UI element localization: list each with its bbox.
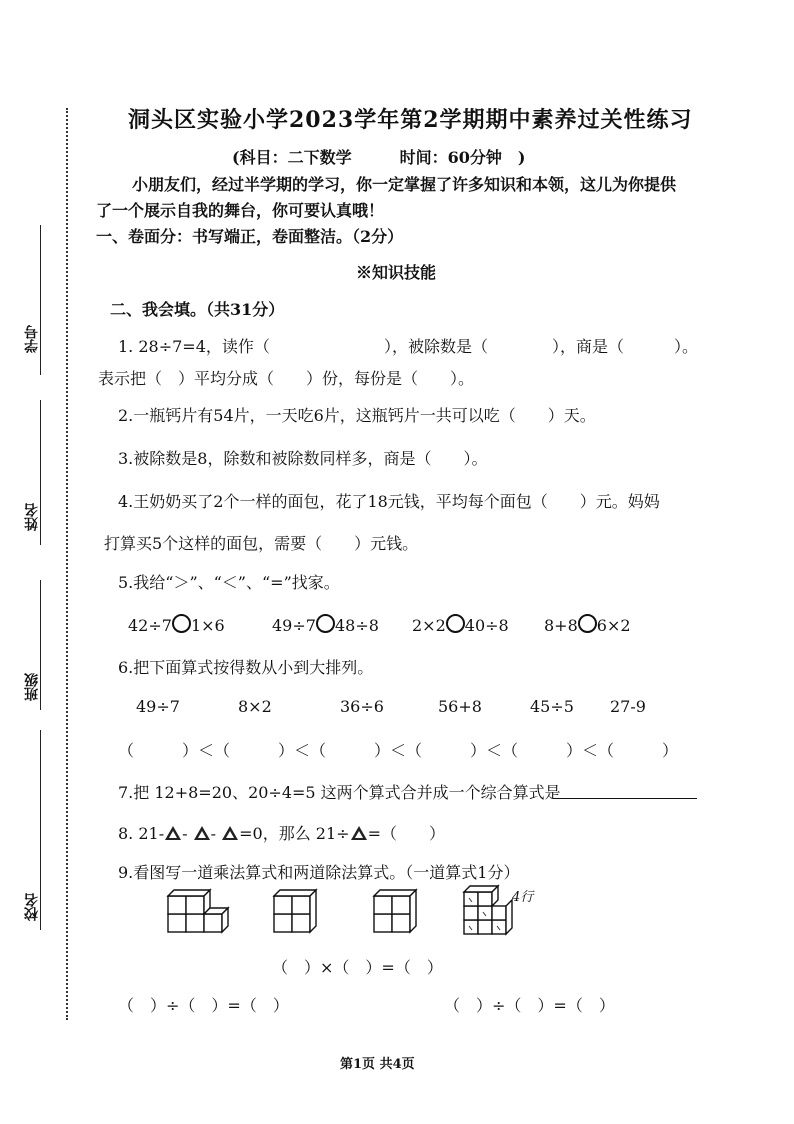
name-label: 姓名 <box>24 503 40 531</box>
q1-part-b: ），被除数是（ <box>384 337 489 356</box>
q8-part-b: - <box>182 824 188 843</box>
binding-dotted-line <box>66 108 68 1020</box>
q6-prompt: 6.把下面算式按得数从小到大排列。 <box>118 658 374 677</box>
compare-circle-icon[interactable] <box>446 614 465 633</box>
q6-expr-5: 45÷5 <box>530 697 574 716</box>
q5-item-4 <box>544 614 631 635</box>
q5-item-4-left: 8+8 <box>544 616 578 635</box>
school-label: 校名 <box>24 893 40 921</box>
q5-item-1-right: 1×6 <box>190 616 225 635</box>
q6-expr-1: 49÷7 <box>136 697 180 716</box>
q8-part-c: - <box>210 824 217 843</box>
cube-figure-3 <box>368 888 432 936</box>
q4-line-1: 4.王奶奶买了2个一样的面包，花了18元钱，平均每个面包（ ）元。妈妈 <box>118 492 660 511</box>
page-subtitle: (科目：二下数学 时间：60分钟 ) <box>232 148 526 167</box>
q5-item-2-right: 48÷8 <box>334 616 379 635</box>
q5-item-4-right: 6×2 <box>596 616 631 635</box>
q9-prompt: 9.看图写一道乘法算式和两道除法算式。（一道算式1分） <box>118 863 520 882</box>
cube-figure-2 <box>268 888 332 936</box>
compare-circle-icon[interactable] <box>316 614 335 633</box>
knowledge-heading: ※知识技能 <box>356 263 437 282</box>
q7-answer-line[interactable] <box>555 798 697 799</box>
page-footer: 第1页 共4页 <box>340 1057 415 1072</box>
class-label: 班级 <box>24 673 40 701</box>
q8-part-a: 8. 21- <box>118 824 165 843</box>
q9-div-row-1: （ ）÷（ ）=（ ） <box>118 996 289 1015</box>
section-1-heading: 一、卷面分：书写端正，卷面整洁。（2分） <box>96 227 404 246</box>
cube-figure-4 <box>460 884 516 938</box>
q5-item-2 <box>272 614 379 635</box>
q8-text <box>118 821 445 844</box>
q1-part-a: 1. 28÷7=4，读作（ <box>118 337 270 356</box>
q3-text: 3.被除数是8，除数和被除数同样多，商是（ ）。 <box>118 449 488 468</box>
q2-text: 2.一瓶钙片有54片，一天吃6片，这瓶钙片一共可以吃（ ）天。 <box>118 406 596 425</box>
compare-circle-icon[interactable] <box>578 614 597 633</box>
q1-line-2: 表示把（ ）平均分成（ ）份，每份是（ ）。 <box>98 369 475 388</box>
q6-expr-6: 27-9 <box>610 697 646 716</box>
q8-part-e: =（ ） <box>367 824 445 843</box>
compare-circle-icon[interactable] <box>172 614 191 633</box>
student-id-label: 学号 <box>24 325 40 353</box>
q6-expr-4: 56+8 <box>438 697 482 716</box>
q9-mult-row: （ ）×（ ）=（ ） <box>272 958 443 977</box>
triangle-icon <box>193 825 211 841</box>
q6-expr-2: 8×2 <box>238 697 272 716</box>
intro-line-1: 小朋友们，经过半学期的学习，你一定掌握了许多知识和本领，这儿为你提供 <box>132 175 677 194</box>
cube-figure-1 <box>162 888 232 936</box>
q9-div-row-2: （ ）÷（ ）=（ ） <box>444 996 615 1015</box>
handwritten-note: 4行 <box>512 890 534 905</box>
q5-item-2-left: 49÷7 <box>272 616 316 635</box>
section-2-heading: 二、我会填。（共31分） <box>110 300 285 319</box>
q7-text: 7.把 12+8=20、20÷4=5 这两个算式合并成一个综合算式是 <box>118 783 561 802</box>
intro-line-2: 了一个展示自我的舞台，你可要认真哦！ <box>96 201 385 220</box>
q4-line-2: 打算买5个这样的面包，需要（ ）元钱。 <box>104 534 419 553</box>
triangle-icon <box>350 825 368 841</box>
triangle-icon <box>221 825 239 841</box>
q5-item-1 <box>128 614 225 635</box>
q5-item-3 <box>412 614 509 635</box>
q1-part-d: ）。 <box>674 337 699 356</box>
q5-item-3-left: 2×2 <box>412 616 446 635</box>
q5-item-1-left: 42÷7 <box>128 616 172 635</box>
q5-item-3-right: 40÷8 <box>464 616 509 635</box>
q1-part-c: ），商是（ <box>552 337 625 356</box>
triangle-icon <box>164 825 182 841</box>
page-title: 洞头区实验小学2023学年第2学期期中素养过关性练习 <box>128 107 693 133</box>
q6-order-row: （ ）＜（ ）＜（ ）＜（ ）＜（ ）＜（ ） <box>118 741 679 760</box>
q6-expr-3: 36÷6 <box>340 697 384 716</box>
q5-prompt: 5.我给“＞”、“＜”、“=”找家。 <box>118 573 340 592</box>
q8-part-d: =0，那么 21÷ <box>239 824 350 843</box>
